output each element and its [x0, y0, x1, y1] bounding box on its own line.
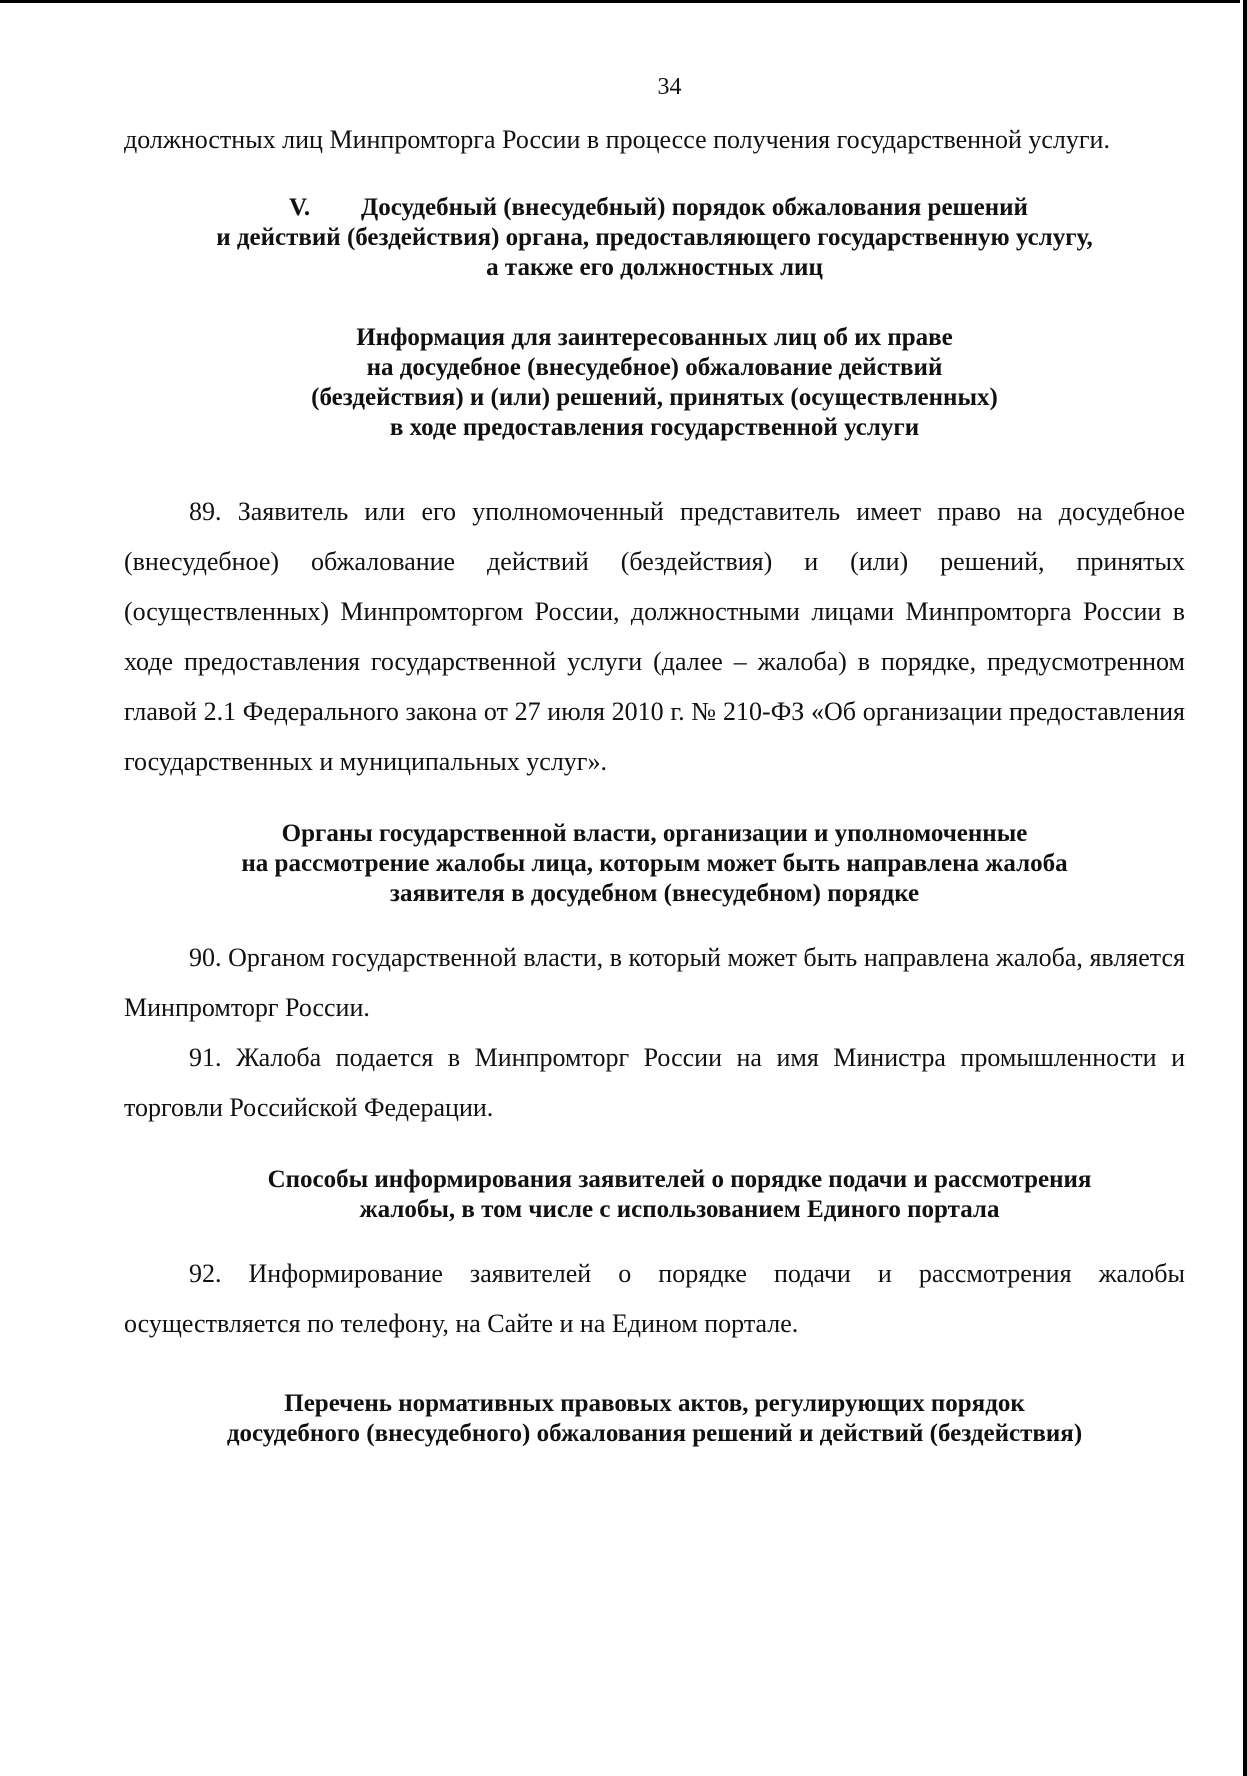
- paragraph-91: 91. Жалоба подается в Минпромторг России на имя Министра промышленности и торговли Российской Федерации.: [124, 1043, 1185, 1122]
- section-v-heading: [124, 193, 1185, 283]
- heading-organs-line: на рассмотрение жалобы лица, которым может быть направлена жалоба: [241, 850, 1068, 877]
- document-page: [124, 74, 1185, 1449]
- intro-line: услуги.: [1028, 125, 1110, 154]
- intro-line: должностных лиц Минпромторга России в процессе получения государственной: [124, 125, 1022, 154]
- heading-info-line: Информация для заинтересованных лиц об их праве: [356, 324, 953, 351]
- heading-ways: [124, 1165, 1185, 1225]
- heading-acts-line: досудебного (внесудебного) обжалования решений и действий (бездействия): [226, 1420, 1083, 1447]
- heading-acts: [124, 1389, 1185, 1449]
- heading-info-line: (бездействия) и (или) решений, принятых (осуществленных): [311, 384, 998, 411]
- section-v-title: Досудебный (внесудебный) порядок обжалования решений: [361, 194, 1028, 221]
- heading-organs-line: Органы государственной власти, организации и уполномоченные: [281, 820, 1028, 847]
- heading-organs-line: заявителя в досудебном (внесудебном) порядке: [389, 880, 920, 907]
- paragraph-90: 90. Органом государственной власти, в который может быть направлена жалоба, является Минпромторг России.: [124, 943, 1185, 1022]
- page-frame-top: [0, 0, 1240, 3]
- section-v-line: а также его должностных лиц: [486, 254, 823, 281]
- heading-acts-line: Перечень нормативных правовых актов, регулирующих порядок: [284, 1390, 1025, 1417]
- paragraph-89: 89. Заявитель или его уполномоченный представитель имеет право на досудебное (внесудебное) обжалование действий (бездействия) и (или) решений, принятых (осуществленных) Минпромторгом России, должностными лицами Минпромторга России в ходе предоставления государственной услуги (далее – жалоба) в порядке, предусмотренном главой 2.1 Федерального закона от 27 июля 2010 г. № 210-ФЗ «Об организации предоставления государственных и муниципальных услуг».: [124, 497, 1185, 776]
- section-v-line: и действий (бездействия) органа, предоставляющего государственную услугу,: [216, 224, 1093, 251]
- page-number: 34: [657, 74, 682, 100]
- section-number: V.: [289, 194, 311, 221]
- heading-info: [124, 323, 1185, 443]
- heading-ways-line: жалобы, в том числе с использованием Единого портала: [359, 1196, 1000, 1223]
- heading-organs: [124, 819, 1185, 909]
- paragraph-92: 92. Информирование заявителей о порядке подачи и рассмотрения жалобы осуществляется по телефону, на Сайте и на Едином портале.: [124, 1259, 1185, 1338]
- page-frame-right: [1243, 0, 1247, 1776]
- section-v-title-line: [124, 193, 1185, 223]
- heading-info-line: на досудебное (внесудебное) обжалование действий: [366, 354, 943, 381]
- heading-ways-line: Способы информирования заявителей о порядке подачи и рассмотрения: [267, 1166, 1092, 1193]
- intro-paragraph: [124, 115, 1185, 165]
- heading-info-line: в ходе предоставления государственной услуги: [389, 414, 920, 441]
